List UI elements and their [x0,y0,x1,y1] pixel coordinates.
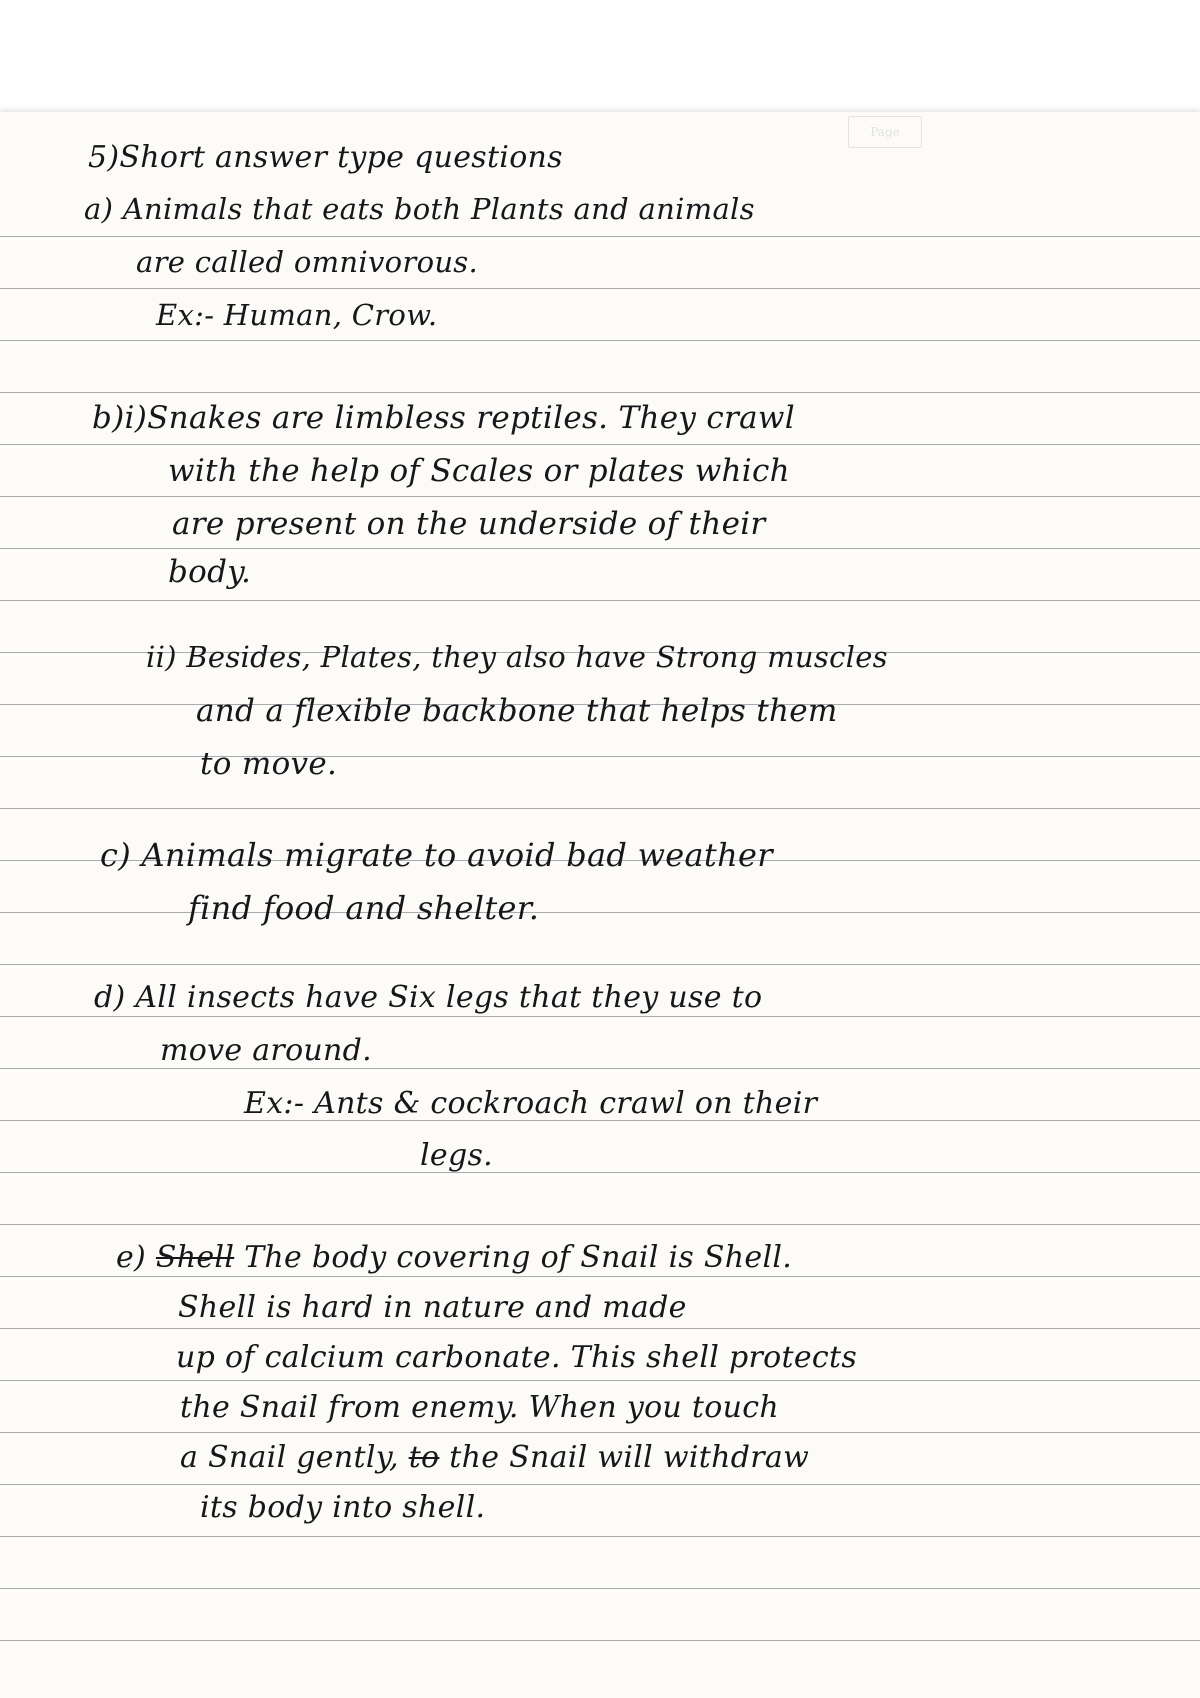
answer-b-i-line-3: are present on the underside of their [172,506,766,542]
answer-e-line-4: the Snail from enemy. When you touch [180,1390,779,1425]
ruling-line [0,1068,1200,1069]
answer-d-line-4: legs. [420,1138,493,1173]
answer-e-line-5 [180,1440,809,1475]
ruling-line [0,1380,1200,1381]
ruling-line [0,444,1200,445]
answer-d-line-1: d) All insects have Six legs that they use to [94,980,763,1015]
answer-b-i-line-2: with the help of Scales or plates which [168,453,790,489]
answer-a-line-2: are called omnivorous. [136,245,479,279]
answer-c-line-1: c) Animals migrate to avoid bad weather [100,836,773,874]
ruling-line [0,1172,1200,1173]
answer-b-i-line-1: b)i)Snakes are limbless reptiles. They crawl [92,400,795,436]
ruling-line [0,600,1200,601]
answer-e-line-1-text: The body covering of Snail is Shell. [244,1240,793,1275]
answer-e-label: e) [116,1240,147,1275]
ruling-line [0,1016,1200,1017]
struck-word: Shell [155,1240,235,1275]
struck-word-2: to [408,1440,440,1475]
ruling-line [0,496,1200,497]
ruling-line [0,1432,1200,1433]
answer-e-line-2: Shell is hard in nature and made [178,1290,687,1325]
answer-e-line-6: its body into shell. [200,1490,486,1525]
ruling-line [0,392,1200,393]
page-number-box [848,116,922,148]
ruling-line [0,1536,1200,1537]
answer-e-line-1 [116,1240,792,1275]
ruling-line [0,340,1200,341]
ruling-line [0,912,1200,913]
ruling-line [0,548,1200,549]
answer-a-line-1: a) Animals that eats both Plants and animals [84,192,755,226]
answer-b-ii-line-2: and a flexible backbone that helps them [196,693,838,729]
page-number-stamp: Page [870,125,900,139]
ruling-line [0,808,1200,809]
ruling-line [0,756,1200,757]
answer-b-ii-line-3: to move. [200,746,338,782]
ruling-line [0,1484,1200,1485]
ruling-line [0,964,1200,965]
answer-b-i-line-4: body. [168,554,252,590]
answer-e-line-5-text: a Snail gently, [180,1440,399,1475]
answer-b-ii-line-1: ii) Besides, Plates, they also have Strong muscles [146,640,888,674]
answer-c-line-2: find food and shelter. [188,889,540,927]
ruling-line [0,1276,1200,1277]
ruling-line [0,288,1200,289]
section-heading: 5)Short answer type questions [88,140,563,175]
ruling-line [0,1328,1200,1329]
answer-e-line-3: up of calcium carbonate. This shell protects [176,1340,858,1375]
ruling-line [0,1588,1200,1589]
answer-e-line-5-rest: the Snail will withdraw [449,1440,810,1475]
ruling-line [0,1224,1200,1225]
ruling-line [0,1640,1200,1641]
ruling-line [0,236,1200,237]
answer-d-line-2: move around. [160,1033,373,1068]
answer-a-line-3: Ex:- Human, Crow. [156,298,438,332]
answer-d-line-3: Ex:- Ants & cockroach crawl on their [244,1086,818,1121]
